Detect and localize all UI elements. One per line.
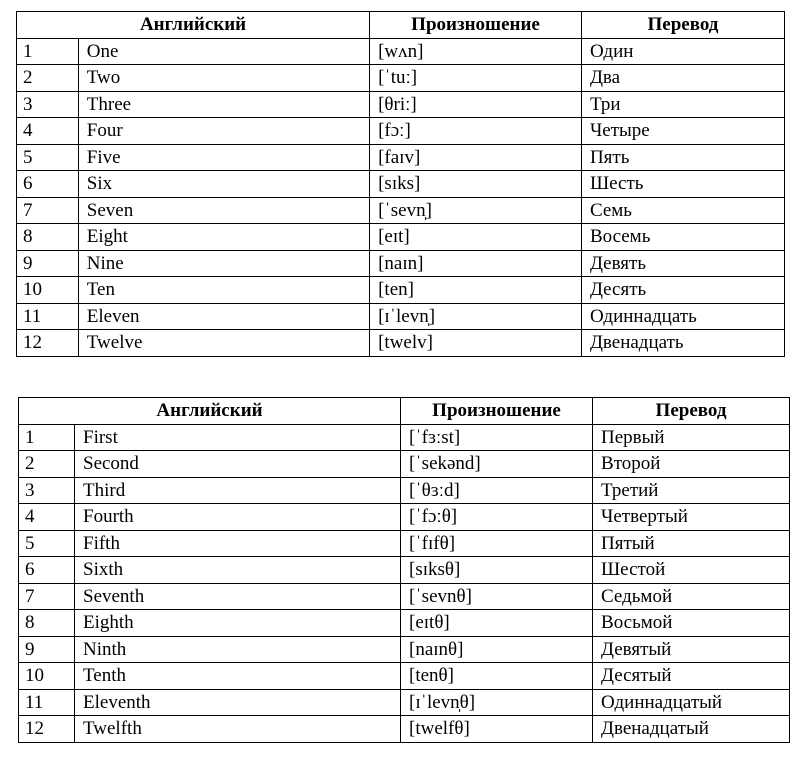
row-number: 6: [19, 557, 75, 584]
ordinal-numbers-table: [18, 397, 790, 743]
table-row: [17, 224, 785, 251]
translation: Семь: [581, 197, 784, 224]
row-number: 4: [17, 118, 79, 145]
table-row: [17, 250, 785, 277]
table-row: [19, 583, 790, 610]
table-row: [17, 303, 785, 330]
translation: Двенадцать: [581, 330, 784, 357]
table-row: [19, 636, 790, 663]
translation: Второй: [593, 451, 790, 478]
table-row: [17, 197, 785, 224]
translation: Пятый: [593, 530, 790, 557]
table-row: [19, 477, 790, 504]
row-number: 2: [17, 65, 79, 92]
row-number: 11: [19, 689, 75, 716]
english-word: Eleven: [78, 303, 369, 330]
translation: Одиннадцать: [581, 303, 784, 330]
pronunciation: [fɔː]: [370, 118, 582, 145]
translation: Седьмой: [593, 583, 790, 610]
row-number: 3: [17, 91, 79, 118]
table-row: [19, 504, 790, 531]
translation: Четвертый: [593, 504, 790, 531]
translation: Девятый: [593, 636, 790, 663]
english-word: Eleventh: [75, 689, 401, 716]
row-number: 7: [17, 197, 79, 224]
row-number: 11: [17, 303, 79, 330]
translation: Одиннадцатый: [593, 689, 790, 716]
translation: Первый: [593, 424, 790, 451]
row-number: 9: [17, 250, 79, 277]
pronunciation: [twelv]: [370, 330, 582, 357]
pronunciation: [sɪks]: [370, 171, 582, 198]
english-word: Six: [78, 171, 369, 198]
translation: Третий: [593, 477, 790, 504]
english-word: Three: [78, 91, 369, 118]
row-number: 1: [19, 424, 75, 451]
row-number: 6: [17, 171, 79, 198]
translation: Девять: [581, 250, 784, 277]
row-number: 4: [19, 504, 75, 531]
translation: Три: [581, 91, 784, 118]
pronunciation: [ˈfɪfθ]: [401, 530, 593, 557]
table-header-row: [17, 12, 785, 39]
table-row: [17, 144, 785, 171]
pronunciation: [eɪt]: [370, 224, 582, 251]
row-number: 10: [19, 663, 75, 690]
table-row: [17, 65, 785, 92]
row-number: 2: [19, 451, 75, 478]
header-pronunciation: Произношение: [370, 12, 582, 39]
table-row: [17, 277, 785, 304]
row-number: 8: [17, 224, 79, 251]
cardinal-table-body: [17, 38, 785, 356]
english-word: Two: [78, 65, 369, 92]
pronunciation: [sɪksθ]: [401, 557, 593, 584]
translation: Десятый: [593, 663, 790, 690]
translation: Четыре: [581, 118, 784, 145]
row-number: 12: [17, 330, 79, 357]
translation: Шесть: [581, 171, 784, 198]
translation: Один: [581, 38, 784, 65]
row-number: 12: [19, 716, 75, 743]
pronunciation: [ˈfɔːθ]: [401, 504, 593, 531]
header-english: Английский: [17, 12, 370, 39]
english-word: First: [75, 424, 401, 451]
table-row: [17, 330, 785, 357]
table-row: [19, 530, 790, 557]
table-row: [17, 38, 785, 65]
translation: Двенадцатый: [593, 716, 790, 743]
english-word: Nine: [78, 250, 369, 277]
pronunciation: [ɪˈlevn̩]: [370, 303, 582, 330]
translation: Шестой: [593, 557, 790, 584]
row-number: 5: [17, 144, 79, 171]
pronunciation: [naɪnθ]: [401, 636, 593, 663]
english-word: Seventh: [75, 583, 401, 610]
pronunciation: [twelfθ]: [401, 716, 593, 743]
english-word: Seven: [78, 197, 369, 224]
table-row: [17, 118, 785, 145]
english-word: Five: [78, 144, 369, 171]
table-row: [17, 91, 785, 118]
row-number: 7: [19, 583, 75, 610]
pronunciation: [ˈtuː]: [370, 65, 582, 92]
pronunciation: [ten]: [370, 277, 582, 304]
pronunciation: [ɪˈlevn̩θ]: [401, 689, 593, 716]
english-word: Eighth: [75, 610, 401, 637]
header-english: Английский: [19, 398, 401, 425]
english-word: Ten: [78, 277, 369, 304]
english-word: Twelfth: [75, 716, 401, 743]
translation: Десять: [581, 277, 784, 304]
ordinal-table-body: [19, 424, 790, 742]
row-number: 10: [17, 277, 79, 304]
english-word: One: [78, 38, 369, 65]
english-word: Fourth: [75, 504, 401, 531]
translation: Пять: [581, 144, 784, 171]
translation: Восемь: [581, 224, 784, 251]
row-number: 9: [19, 636, 75, 663]
table-row: [19, 557, 790, 584]
english-word: Fifth: [75, 530, 401, 557]
row-number: 5: [19, 530, 75, 557]
translation: Восьмой: [593, 610, 790, 637]
table-row: [17, 171, 785, 198]
header-translation: Перевод: [581, 12, 784, 39]
row-number: 3: [19, 477, 75, 504]
pronunciation: [θriː]: [370, 91, 582, 118]
table-row: [19, 424, 790, 451]
pronunciation: [ˈsekənd]: [401, 451, 593, 478]
pronunciation: [ˈsevnθ]: [401, 583, 593, 610]
table-row: [19, 663, 790, 690]
english-word: Four: [78, 118, 369, 145]
table-row: [19, 610, 790, 637]
pronunciation: [ˈθɜːd]: [401, 477, 593, 504]
pronunciation: [wʌn]: [370, 38, 582, 65]
header-translation: Перевод: [593, 398, 790, 425]
pronunciation: [tenθ]: [401, 663, 593, 690]
pronunciation: [ˈfɜːst]: [401, 424, 593, 451]
table-row: [19, 451, 790, 478]
pronunciation: [ˈsevn̩]: [370, 197, 582, 224]
english-word: Tenth: [75, 663, 401, 690]
header-pronunciation: Произношение: [401, 398, 593, 425]
english-word: Sixth: [75, 557, 401, 584]
table-row: [19, 689, 790, 716]
table-row: [19, 716, 790, 743]
translation: Два: [581, 65, 784, 92]
table-header-row: [19, 398, 790, 425]
english-word: Twelve: [78, 330, 369, 357]
pronunciation: [naɪn]: [370, 250, 582, 277]
english-word: Second: [75, 451, 401, 478]
row-number: 8: [19, 610, 75, 637]
cardinal-numbers-table: [16, 11, 785, 357]
row-number: 1: [17, 38, 79, 65]
english-word: Third: [75, 477, 401, 504]
english-word: Eight: [78, 224, 369, 251]
pronunciation: [faɪv]: [370, 144, 582, 171]
pronunciation: [eɪtθ]: [401, 610, 593, 637]
english-word: Ninth: [75, 636, 401, 663]
